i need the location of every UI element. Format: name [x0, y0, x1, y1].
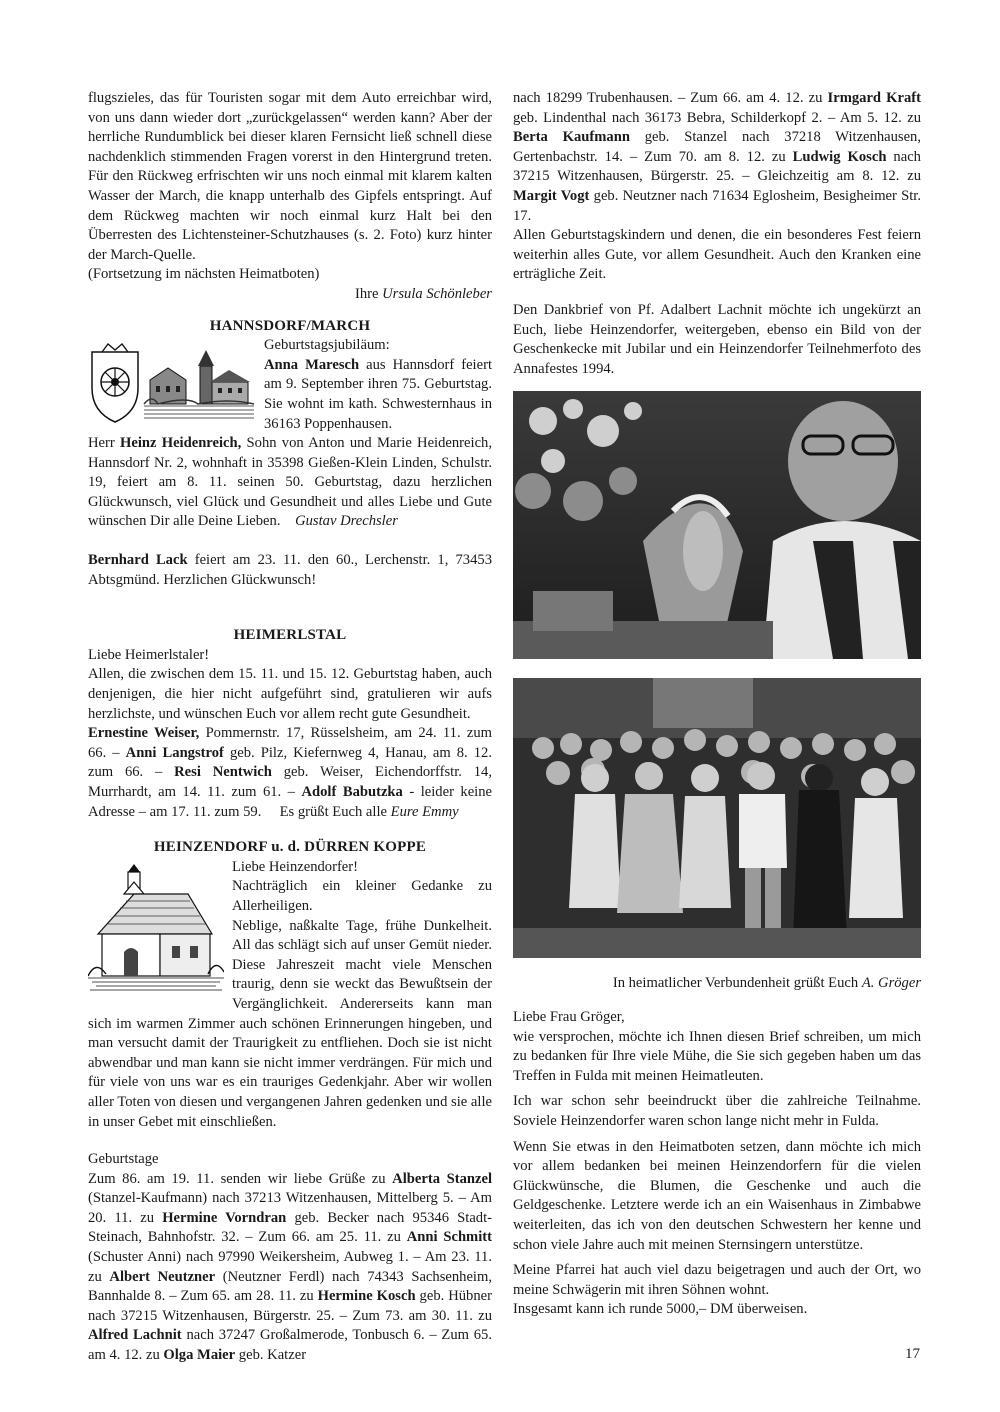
heimerlstal-intro: Allen, die zwischen dem 15. 11. und 15. 12. Geburtstag haben, auch denjenigen, die hier nicht aufgeführt sind, gratulieren wir aufs herzlichste, und wünschen Euch vor allem recht gute Gesundheit.: [88, 666, 492, 722]
text-anna-maresch: aus Hannsdorf feiert am 9. September ihren 75. Geburtstag. Sie wohnt im kath. Schwesternhaus in 36163 Poppenhausen.: [264, 356, 492, 432]
letter-p1: wie versprochen, möchte ich Ihnen diesen Brief schreiben, um mich zu bedanken für Ihre viele Mühe, die Sie sich gegeben haben um das Treffen in Fulda mit meinen Heimatleuten.: [513, 1028, 921, 1084]
birthdays-text-5: (Neutzner Ferdl) nach 74343 Sachsenheim, Bannhalde 8. – Zum 65. am 28. 11. zu: [88, 1268, 492, 1305]
heinzendorf-birthdays: [88, 1170, 492, 1366]
caption-text: [513, 974, 921, 994]
caption-prefix: In heimatlicher Verbundenheit grüßt Euch: [612, 975, 859, 991]
text-resi-nentwich: geb. Weiser, Eichendorffstr. 14, Murrhardt, am 14. 11. zum 61. –: [88, 764, 492, 800]
name-hermine-vorndran: Hermine Vorndran: [162, 1209, 287, 1226]
hannsdorf-section: [88, 336, 492, 590]
birthdays-title: Geburtstage: [88, 1151, 159, 1168]
birthdays-text-1: Zum 86. am 19. 11. senden wir liebe Grüße zu: [88, 1170, 386, 1187]
letter-p4: Meine Pfarrei hat auch viel dazu beigetragen und auch der Ort, wo meine Schwägerin mit ihren Söhnen wohnt.: [513, 1262, 921, 1298]
name-irmgard-kraft: Irmgard Kraft: [827, 90, 921, 106]
letter-p2: Ich war schon sehr beeindruckt über die zahlreiche Teilnahme. Soviele Heinzendorfer waren schon lange nicht mehr in Fulda.: [513, 1093, 921, 1129]
birthdays-text-7: nach 37247 Großalmerode, Tonbusch 6. – Zum 65. am 4. 12. zu: [88, 1327, 492, 1364]
name-anni-schmitt: Anni Schmitt: [406, 1229, 492, 1246]
heinzendorf-p1: Nachträglich ein kleiner Gedanke zu Allerheiligen.: [232, 878, 492, 914]
text-heinz-heidenreich: Sohn von Anton und Marie Heidenreich, Hannsdorf Nr. 2, wohnhaft in 35398 Gießen-Klein Linden, Schulstr. 19, feiert am 8. 11. seinen 50. Geburtstag, dazu herzlichen Glückwunsch, viel Glück und Gesundheit und alles Liebe und Gute wünschen Dir alle Deine Lieben.: [88, 435, 492, 530]
heinzendorf-greeting: Liebe Heinzendorfer!: [232, 858, 358, 875]
signature-drechsler: Gustav Drechsler: [295, 513, 398, 530]
caption-signature: A. Gröger: [861, 975, 921, 991]
text-anni-langstrof: geb. Pilz, Kiefernweg 4, Hanau, am 8. 12. zum 66. –: [88, 744, 492, 781]
name-albert-neutzner: Albert Neutzner: [109, 1268, 216, 1285]
photo-caption: [513, 974, 921, 994]
name-ernestine-weiser: Ernestine Weiser,: [88, 725, 200, 742]
photo-jubilar-graphic: [513, 391, 921, 659]
photo-jubilar-gift-corner: [513, 391, 921, 659]
heimerlstal-greeting: Liebe Heimerlstaler!: [88, 646, 210, 663]
birthdays-cont-text-3: geb. Stanzel nach 37218 Witzenhausen, Gertenbachstr. 14. – Zum 70. am 8. 12. zu: [513, 129, 921, 165]
heading-hannsdorf: HANNSDORF/MARCH: [209, 317, 371, 334]
hannsdorf-bernhard-lack: [88, 551, 492, 590]
name-anna-maresch: Anna Maresch: [264, 356, 360, 373]
dankbrief-paragraph: Den Dankbrief von Pf. Adalbert Lachnit möchte ich ungekürzt an Euch, liebe Heinzendorfer, weitergeben, ebenso ein Bild von der Geschenkecke mit Jubilar und ein Heinzendorfer Teilnehmerfoto des Annafestes 1994.: [513, 301, 921, 377]
hannsdorf-subtitle: Geburtstagsjubiläum:: [264, 337, 390, 354]
birthdays-cont-text-1: nach 18299 Trubenhausen. – Zum 66. am 4. 12. zu: [513, 90, 823, 106]
name-resi-nentwich: Resi Nentwich: [174, 764, 272, 781]
name-alfred-lachnit: Alfred Lachnit: [88, 1327, 182, 1344]
letter-p3: Wenn Sie etwas in den Heimatboten setzen, dann möchte ich mich vor allem bedanken bei meinen Heinzendorfern für die vielen Glückwünsche, die Blumen, die Geschenke und auch die Geldgeschenke. Letztere werde ich an ein Waisenhaus in Zimbabwe weiterleiten, das ich von den deutschen Schwestern her kenne und schon viele Jahre auch mit meinen Sternsingern unterstütze.: [513, 1138, 921, 1253]
heading-heimerlstal: HEIMERLSTAL: [233, 627, 347, 644]
left-column: [88, 89, 492, 1366]
signature-prefix: Ihre: [354, 285, 379, 302]
name-adolf-babutzka: Adolf Babutzka: [301, 784, 403, 800]
signature-emmy-prefix: Es grüßt Euch alle: [279, 803, 387, 820]
name-heinz-heidenreich: Heinz Heidenreich,: [120, 435, 242, 452]
birthdays-text-2: (Stanzel-Kaufmann) nach 37213 Witzenhausen, Mittelberg 5. – Am 20. 11. zu: [88, 1190, 492, 1226]
text-bernhard-lack: feiert am 23. 11. den 60., Lerchenstr. 1, 73453 Abtsgmünd. Herzlichen Glückwunsch!: [88, 552, 492, 588]
herr-prefix: Herr: [88, 435, 115, 452]
birthdays-cont-text-5: geb. Neutzner nach 71634 Eglosheim, Besigheimer Str. 17.: [513, 187, 921, 224]
heinzendorf-p2: Neblige, naßkalte Tage, frühe Dunkelheit. All das schlägt sich auf unser Gemüt nieder. Diese Jahreszeit macht viele Menschen traurig, denn sie weckt das Bewußtsein der Vergänglichkeit. Andererseits kann man sich im warmen Zimmer auch schönen Erinnerungen hingeben, und man versucht damit der Traurigkeit zu entfliehen. Doch sie ist nicht abwendbar und man kann sie nicht immer verdrängen. Für mich und für viele von uns war es ein trauriges Gedenkjahr. Aber wir wollen aller Toten von diesen und vergangenen Jahren gedenken und sie alle in unser Gebet mit einschließen.: [88, 917, 492, 1130]
chapel-engraving-image: [88, 864, 224, 994]
heinzendorf-birthdays-continued: [513, 89, 921, 226]
right-column-top: [513, 89, 921, 379]
name-anni-langstrof: Anni Langstrof: [125, 744, 224, 761]
birthdays-text-3: geb. Becker nach 95346 Stadt-Steinach, Bahnhofstr. 32. – Zum 66. am 25. 11. zu: [88, 1209, 493, 1246]
name-hermine-kosch: Hermine Kosch: [317, 1288, 416, 1305]
hannsdorf-heinz-heidenreich: [88, 434, 492, 532]
intro-paragraph: flugszieles, das für Touristen sogar mit dem Auto erreichbar wird, von uns dann wieder dort „zurückgelassen“ werden kann? Aber der herrliche Rundumblick bei dieser klaren Fernsicht ließ schnell diese nachdenklich stimmenden Fragen vorerst in den Hintergrund treten. Für den Rückweg erfrischten wir uns noch einmal mit klarem kalten Wasser der March, die knapp unterhalb des Gipfels entspringt. Auf dem Rückweg machten wir noch einmal kurz Halt bei den Überresten des Lichtensteiner-Schutzhauses (s. 2. Foto) kurz hinter der March-Quelle.: [88, 90, 492, 263]
photo-annafest-group: [513, 678, 921, 958]
letter-p5: Insgesamt kann ich runde 5000,– DM überweisen.: [513, 1301, 808, 1318]
text-adolf-babutzka: - leider keine Adresse – am 17. 11. zum 59.: [88, 784, 493, 820]
letter-salutation: Liebe Frau Gröger,: [513, 1009, 625, 1025]
name-alberta-stanzel: Alberta Stanzel: [392, 1170, 492, 1187]
name-margit-vogt: Margit Vogt: [513, 187, 590, 204]
signature-name: Ursula Schönleber: [382, 285, 492, 302]
text-ernestine-weiser: Pommernstr. 17, Rüsselsheim, am 24. 11. zum 66. –: [88, 725, 492, 761]
heading-heinzendorf: HEINZENDORF u. d. DÜRREN KOPPE: [153, 839, 427, 856]
page-number: 17: [905, 1346, 920, 1362]
birthdays-text-4: (Schuster Anni) nach 97990 Weikersheim, Aubweg 1. – Am 23. 11. zu: [88, 1249, 492, 1285]
signature-schoenleber: [88, 285, 492, 305]
birthdays-text-6: geb. Hübner nach 37215 Witzenhausen, Bürgerstr. 25. – Zum 73. am 30. 11. zu: [88, 1288, 492, 1324]
letter-section: [513, 1008, 921, 1320]
heimerlstal-birthdays: [88, 724, 492, 822]
name-ludwig-kosch: Ludwig Kosch: [792, 148, 887, 165]
signature-emmy: Eure Emmy: [390, 803, 459, 820]
heinzendorf-section: [88, 858, 492, 1366]
name-olga-maier: Olga Maier: [163, 1347, 236, 1364]
birthdays-cont-text-4: nach 37215 Witzenhausen, Bürgerstr. 25. – Gleichzeitig am 8. 12. zu: [513, 148, 921, 185]
name-berta-kaufmann: Berta Kaufmann: [513, 129, 630, 146]
name-bernhard-lack: Bernhard Lack: [88, 552, 188, 569]
hannsdorf-coat-of-arms-and-church-image: [88, 342, 256, 424]
wishes-paragraph: Allen Geburtstagskindern und denen, die ein besonderes Fest feiern weiterhin alles Gute, vor allem Gesundheit. Auch den Kranken eine erträgliche Zeit.: [513, 227, 921, 283]
birthdays-text-8: geb. Katzer: [238, 1347, 307, 1364]
continuation-note: (Fortsetzung im nächsten Heimatboten): [88, 266, 320, 283]
birthdays-cont-text-2: geb. Lindenthal nach 36173 Bebra, Schilderkopf 2. – Am 5. 12. zu: [513, 109, 921, 126]
photo-group-graphic: [513, 678, 921, 958]
